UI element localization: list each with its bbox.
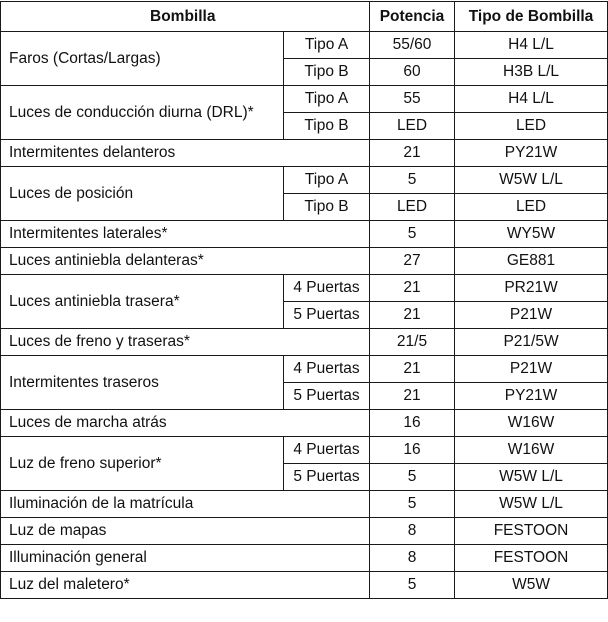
bulb-power: LED: [370, 113, 455, 140]
bulb-power: 21: [370, 302, 455, 329]
bulb-power: 21: [370, 275, 455, 302]
bulb-type: P21W: [455, 302, 608, 329]
bulb-type: LED: [455, 194, 608, 221]
bulb-name: Illuminación general: [1, 545, 370, 572]
bulb-power: 5: [370, 491, 455, 518]
bulb-specification-table: [0, 1, 608, 599]
header-bulb-type: Tipo de Bombilla: [455, 2, 608, 32]
bulb-power: 55/60: [370, 32, 455, 59]
bulb-power: 5: [370, 464, 455, 491]
bulb-power: 27: [370, 248, 455, 275]
bulb-power: 16: [370, 437, 455, 464]
table-row: [1, 437, 608, 464]
bulb-power: 8: [370, 545, 455, 572]
bulb-type: W5W: [455, 572, 608, 599]
table-row: [1, 329, 608, 356]
bulb-power: 5: [370, 167, 455, 194]
bulb-type: W5W L/L: [455, 167, 608, 194]
table-row: [1, 275, 608, 302]
table-row: [1, 140, 608, 167]
variant-label: 4 Puertas: [284, 356, 370, 383]
bulb-power: 8: [370, 518, 455, 545]
bulb-type: PY21W: [455, 140, 608, 167]
table-row: [1, 32, 608, 59]
table-row: [1, 86, 608, 113]
bulb-type: FESTOON: [455, 545, 608, 572]
bulb-power: 21: [370, 140, 455, 167]
bulb-name: Intermitentes traseros: [1, 356, 284, 410]
bulb-type: W16W: [455, 437, 608, 464]
variant-label: 4 Puertas: [284, 437, 370, 464]
table-row: [1, 248, 608, 275]
table-row: [1, 410, 608, 437]
bulb-power: 21: [370, 356, 455, 383]
table-row: [1, 221, 608, 248]
bulb-type: H4 L/L: [455, 32, 608, 59]
bulb-name: Luces de conducción diurna (DRL)*: [1, 86, 284, 140]
bulb-name: Luz de mapas: [1, 518, 370, 545]
bulb-type: H4 L/L: [455, 86, 608, 113]
variant-label: Tipo A: [284, 86, 370, 113]
variant-label: Tipo B: [284, 59, 370, 86]
table-row: [1, 518, 608, 545]
bulb-name: Luces de freno y traseras*: [1, 329, 370, 356]
bulb-name: Luz del maletero*: [1, 572, 370, 599]
bulb-power: 55: [370, 86, 455, 113]
bulb-name: Iluminación de la matrícula: [1, 491, 370, 518]
bulb-type: PY21W: [455, 383, 608, 410]
table-row: [1, 572, 608, 599]
header-power: Potencia: [370, 2, 455, 32]
bulb-power: LED: [370, 194, 455, 221]
bulb-type: P21/5W: [455, 329, 608, 356]
bulb-name: Luces de posición: [1, 167, 284, 221]
bulb-power: 16: [370, 410, 455, 437]
bulb-type: W5W L/L: [455, 464, 608, 491]
header-bulb: Bombilla: [1, 2, 370, 32]
variant-label: 5 Puertas: [284, 383, 370, 410]
bulb-type: W5W L/L: [455, 491, 608, 518]
bulb-name: Intermitentes delanteros: [1, 140, 370, 167]
bulb-type: WY5W: [455, 221, 608, 248]
table-row: [1, 545, 608, 572]
bulb-name: Luces antiniebla delanteras*: [1, 248, 370, 275]
table-header-row: [1, 2, 608, 32]
bulb-type: P21W: [455, 356, 608, 383]
table-row: [1, 356, 608, 383]
bulb-name: Luces de marcha atrás: [1, 410, 370, 437]
bulb-type: H3B L/L: [455, 59, 608, 86]
variant-label: Tipo A: [284, 32, 370, 59]
bulb-type: LED: [455, 113, 608, 140]
variant-label: Tipo A: [284, 167, 370, 194]
bulb-type: FESTOON: [455, 518, 608, 545]
bulb-name: Luz de freno superior*: [1, 437, 284, 491]
bulb-power: 60: [370, 59, 455, 86]
table-row: [1, 167, 608, 194]
variant-label: Tipo B: [284, 194, 370, 221]
bulb-name: Luces antiniebla trasera*: [1, 275, 284, 329]
bulb-type: GE881: [455, 248, 608, 275]
bulb-name: Intermitentes laterales*: [1, 221, 370, 248]
bulb-power: 5: [370, 572, 455, 599]
bulb-type: W16W: [455, 410, 608, 437]
bulb-power: 21: [370, 383, 455, 410]
bulb-name: Faros (Cortas/Largas): [1, 32, 284, 86]
table-body: [1, 32, 608, 599]
variant-label: 5 Puertas: [284, 464, 370, 491]
variant-label: Tipo B: [284, 113, 370, 140]
bulb-power: 5: [370, 221, 455, 248]
table-row: [1, 491, 608, 518]
variant-label: 5 Puertas: [284, 302, 370, 329]
bulb-type: PR21W: [455, 275, 608, 302]
variant-label: 4 Puertas: [284, 275, 370, 302]
bulb-power: 21/5: [370, 329, 455, 356]
